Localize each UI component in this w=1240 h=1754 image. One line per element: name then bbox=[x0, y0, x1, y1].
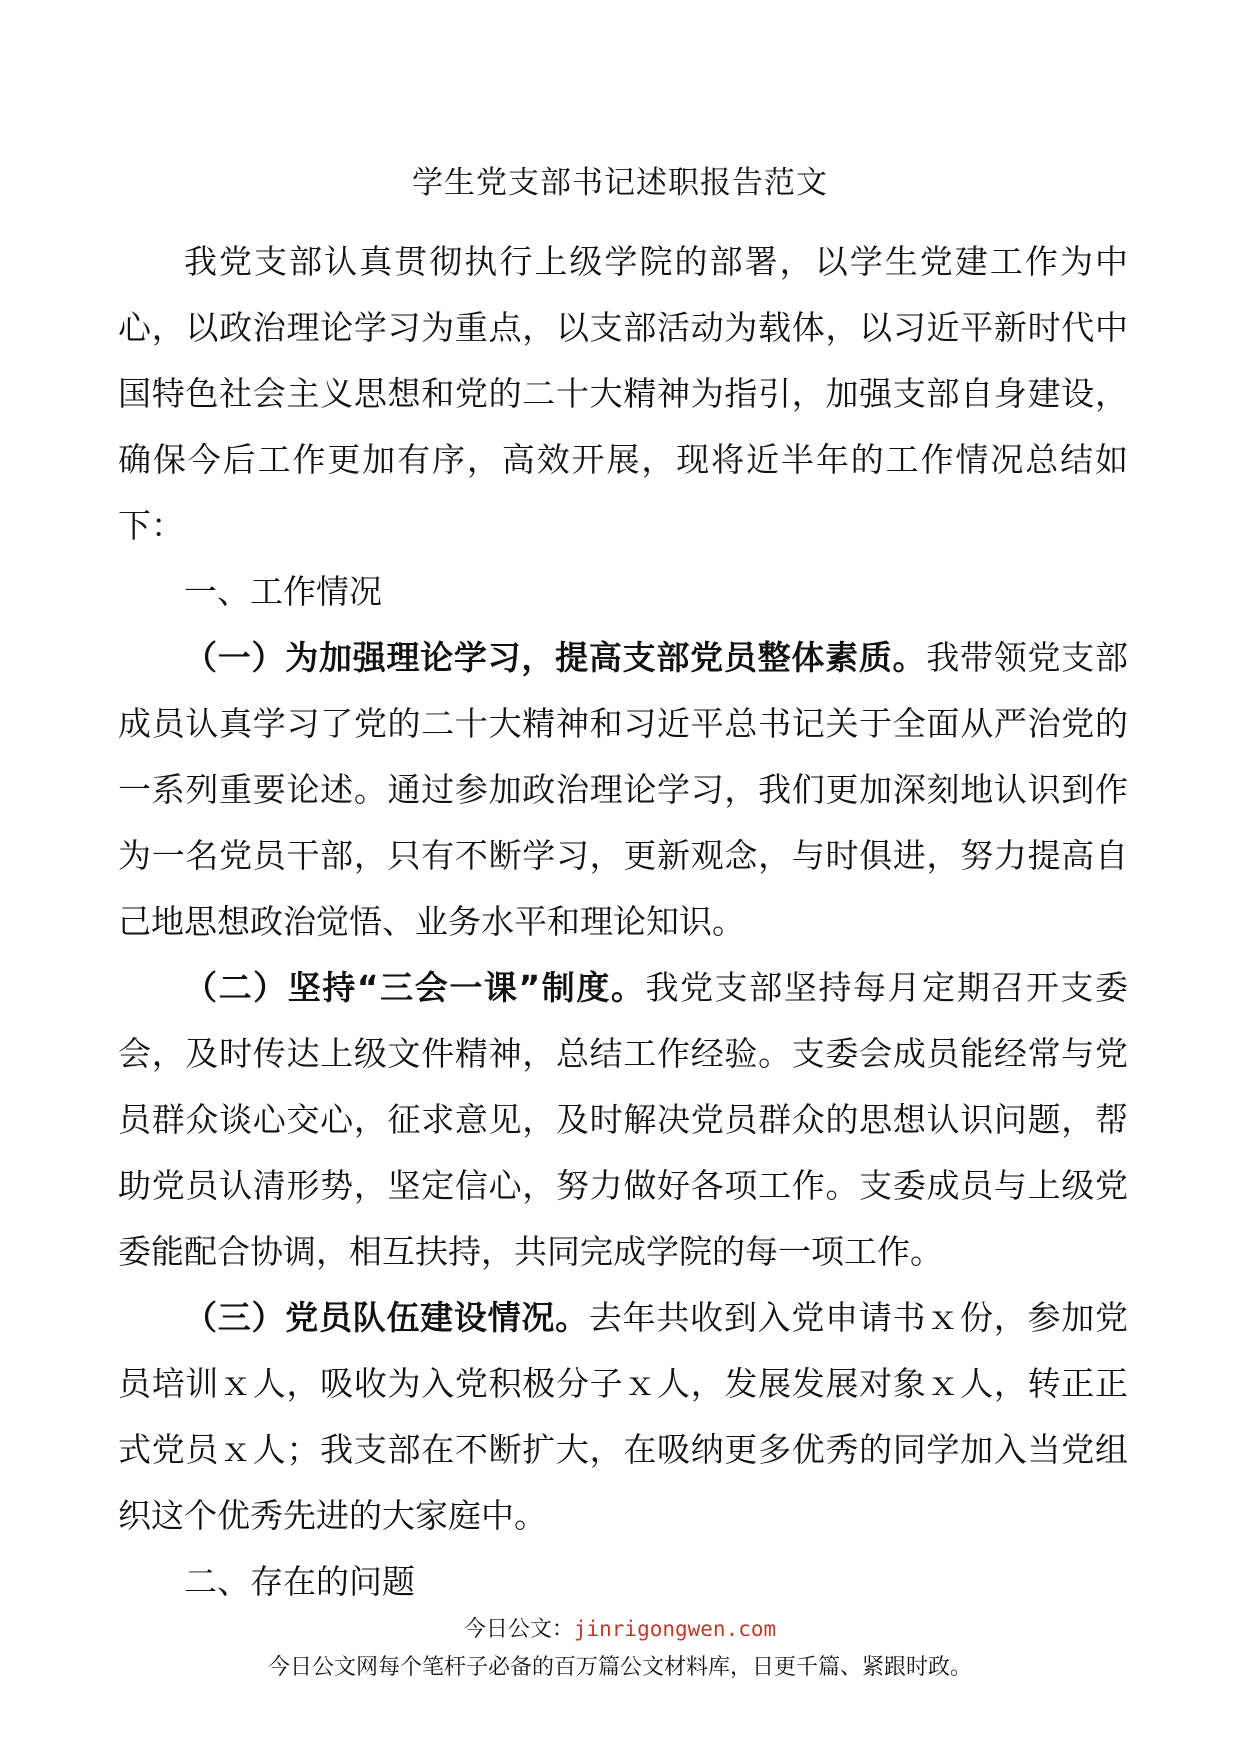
section-heading-problems: 二、存在的问题 bbox=[184, 1562, 415, 1601]
item-paragraph-three-meetings bbox=[118, 955, 1128, 1285]
item-text-theory-study: 我带领党支部成员认真学习了党的二十大精神和习近平总书记关于全面从严治党的一系列重要论述。通过参加政治理论学习，我们更加深刻地认识到作为一名党员干部，只有不断学习，更新观念，与时俱进，努力提高自己地思想政治觉悟、业务水平和理论知识。 bbox=[118, 638, 1129, 941]
item-text-three-meetings: 我党支部坚持每月定期召开支委会，及时传达上级文件精神，总结工作经验。支委会成员能经常与党员群众谈心交心，征求意见，及时解决党员群众的思想认识问题，帮助党员认清形势，坚定信心，努力做好各项工作。支委成员与上级党委能配合协调，相互扶持，共同完成学院的每一项工作。 bbox=[118, 968, 1128, 1271]
footer-site-line bbox=[0, 1614, 1240, 1645]
item-lead-team-building: （三）党员队伍建设情况。 bbox=[184, 1298, 589, 1337]
item-text-team-building: 去年共收到入党申请书ｘ份，参加党员培训ｘ人，吸收为入党积极分子ｘ人，发展发展对象ｘ人，转正正式党员ｘ人；我支部在不断扩大，在吸纳更多优秀的同学加入当党组织这个优秀先进的大家庭中。 bbox=[118, 1298, 1129, 1535]
section-heading-work-status: 一、工作情况 bbox=[184, 572, 382, 611]
item-paragraph-theory-study bbox=[118, 625, 1128, 955]
item-paragraph-team-building bbox=[118, 1285, 1128, 1549]
document-title: 学生党支部书记述职报告范文 bbox=[412, 165, 828, 201]
footer-slogan: 今日公文网每个笔杆子必备的百万篇公文材料库，日更千篇、紧跟时政。 bbox=[267, 1655, 972, 1680]
document-body bbox=[118, 229, 1128, 1615]
item-lead-theory-study: （一）为加强理论学习，提高支部党员整体素质。 bbox=[184, 638, 927, 677]
footer-site-url[interactable]: jinrigongwen.com bbox=[573, 1617, 777, 1641]
footer-site-label: 今日公文： bbox=[463, 1617, 574, 1642]
item-lead-three-meetings: （二）坚持“三会一课”制度。 bbox=[184, 968, 646, 1007]
intro-paragraph: 我党支部认真贯彻执行上级学院的部署，以学生党建工作为中心，以政治理论学习为重点，以支部活动为载体，以习近平新时代中国特色社会主义思想和党的二十大精神为指引，加强支部自身建设，确保今后工作更加有序，高效开展，现将近半年的工作情况总结如下： bbox=[118, 242, 1128, 545]
